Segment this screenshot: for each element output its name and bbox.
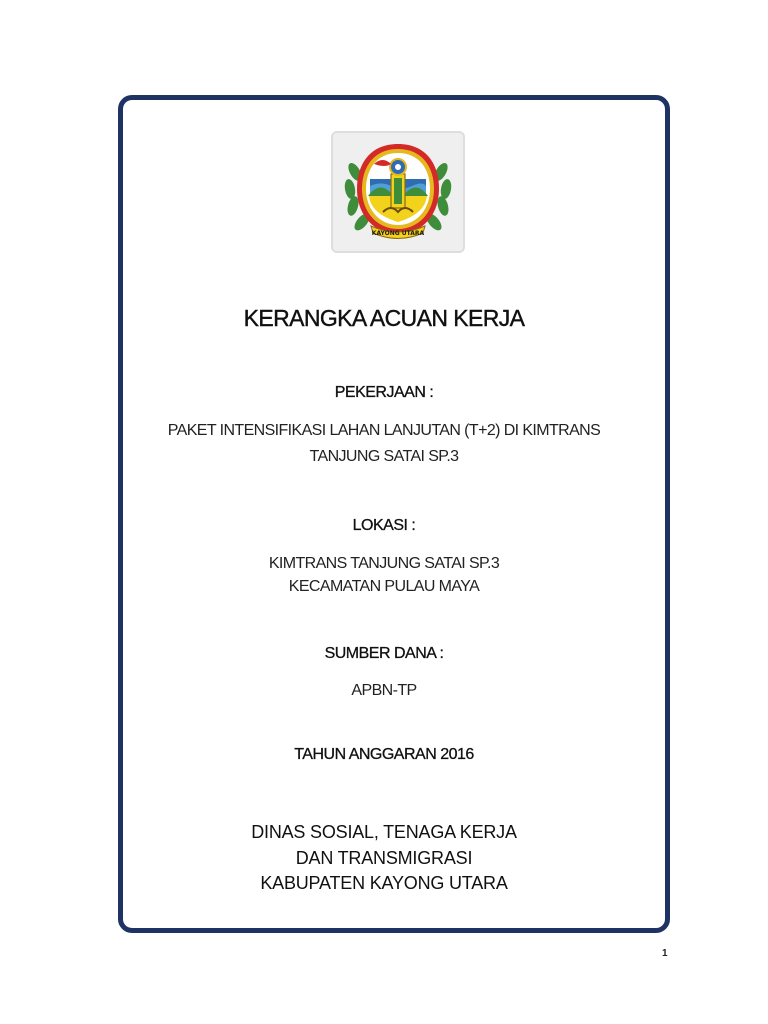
page-number: 1 [662,948,668,959]
lokasi-label: LOKASI : [352,517,416,534]
document-title: KERANGKA ACUAN KERJA [243,305,525,331]
emblem-image [341,134,455,248]
org-line-3: KABUPATEN KAYONG UTARA [260,873,508,893]
lokasi-line-1: KIMTRANS TANJUNG SATAI SP.3 [268,555,500,572]
emblem-caption: KAYONG UTARA [371,230,425,237]
pekerjaan-line-2: TANJUNG SATAI SP.3 [309,448,459,465]
kayong-utara-logo [331,131,465,253]
sumber-dana-value: APBN-TP [351,682,417,699]
sumber-dana-label: SUMBER DANA : [324,645,444,662]
org-line-2: DAN TRANSMIGRASI [295,848,473,868]
pekerjaan-label: PEKERJAAN : [334,384,434,401]
tahun-anggaran: TAHUN ANGGARAN 2016 [294,746,474,763]
pekerjaan-line-1: PAKET INTENSIFIKASI LAHAN LANJUTAN (T+2) DI KIMTRANS [167,422,601,439]
lokasi-line-2: KECAMATAN PULAU MAYA [288,578,480,595]
org-line-1: DINAS SOSIAL, TENAGA KERJA [251,822,517,842]
